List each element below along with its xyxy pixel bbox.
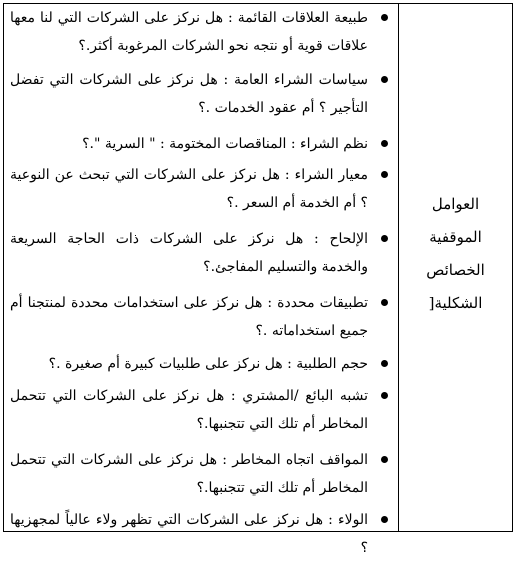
- bullet-icon: [381, 76, 388, 83]
- bullet-icon: [381, 360, 388, 367]
- bullet-icon: [381, 14, 388, 21]
- bullet-icon: [381, 235, 388, 242]
- list-item: [4, 130, 398, 158]
- bullet-icon: [381, 299, 388, 306]
- list-item: [4, 161, 398, 217]
- label-line-3: الشكلية[: [428, 293, 483, 312]
- segmentation-table: [3, 3, 513, 556]
- bullet-icon: [381, 456, 388, 463]
- list-item-text: الولاء : هل نركز على الشركات التي تظهر ولاء عالياً لمجهزيها ؟: [10, 512, 368, 556]
- bullet-icon: [381, 171, 388, 178]
- bullet-icon: [381, 392, 388, 399]
- label-line-2: الخصائص: [426, 260, 485, 279]
- list-item-text: تطبيقات محددة : هل نركز على استخدامات محددة لمنتجنا أم جميع استخداماته .؟: [10, 295, 368, 339]
- label-line-1: العوامل الموقفية: [429, 194, 482, 246]
- list-item-text: معيار الشراء : هل نركز على الشركات التي تبحث عن النوعية ؟ أم الخدمة أم السعر .؟: [10, 167, 368, 211]
- list-item: [4, 289, 398, 345]
- list-item: [4, 225, 398, 281]
- list-item: [4, 382, 398, 438]
- bullet-icon: [381, 140, 388, 147]
- list-item-text: المواقف اتجاه المخاطر : هل نركز على الشركات التي تتحمل المخاطر أم تلك التي تتجنبها.؟: [10, 452, 368, 496]
- factors-label-cell: [398, 4, 512, 531]
- factors-list-cell: [4, 4, 398, 556]
- list-item: [4, 446, 398, 502]
- list-item-text: سياسات الشراء العامة : هل نركز على الشركات التي تفضل التأجير ؟ أم عقود الخدمات .؟: [10, 72, 368, 116]
- bullet-icon: [381, 516, 388, 523]
- list-item-text: نظم الشراء : المناقصات المختومة : " السرية ".؟: [82, 136, 368, 152]
- list-item-text: حجم الطلبية : هل نركز على طلبيات كبيرة أم صغيرة .؟: [48, 356, 368, 372]
- list-item-text: الإلحاح : هل نركز على الشركات ذات الحاجة السريعة والخدمة والتسليم المفاجئ.؟: [10, 231, 368, 275]
- list-item: [4, 506, 398, 562]
- list-item-text: تشبه البائع /المشتري : هل نركز على الشركات التي تتحمل المخاطر أم تلك التي تتجنبها.؟: [10, 388, 368, 432]
- list-item-text: طبيعة العلاقات القائمة : هل نركز على الشركات التي لنا معها علاقات قوية أو نتجه نحو الشركات المرغوبة أكثر.؟: [10, 10, 368, 54]
- list-item: [4, 4, 398, 60]
- list-item: [4, 350, 398, 378]
- list-item: [4, 66, 398, 122]
